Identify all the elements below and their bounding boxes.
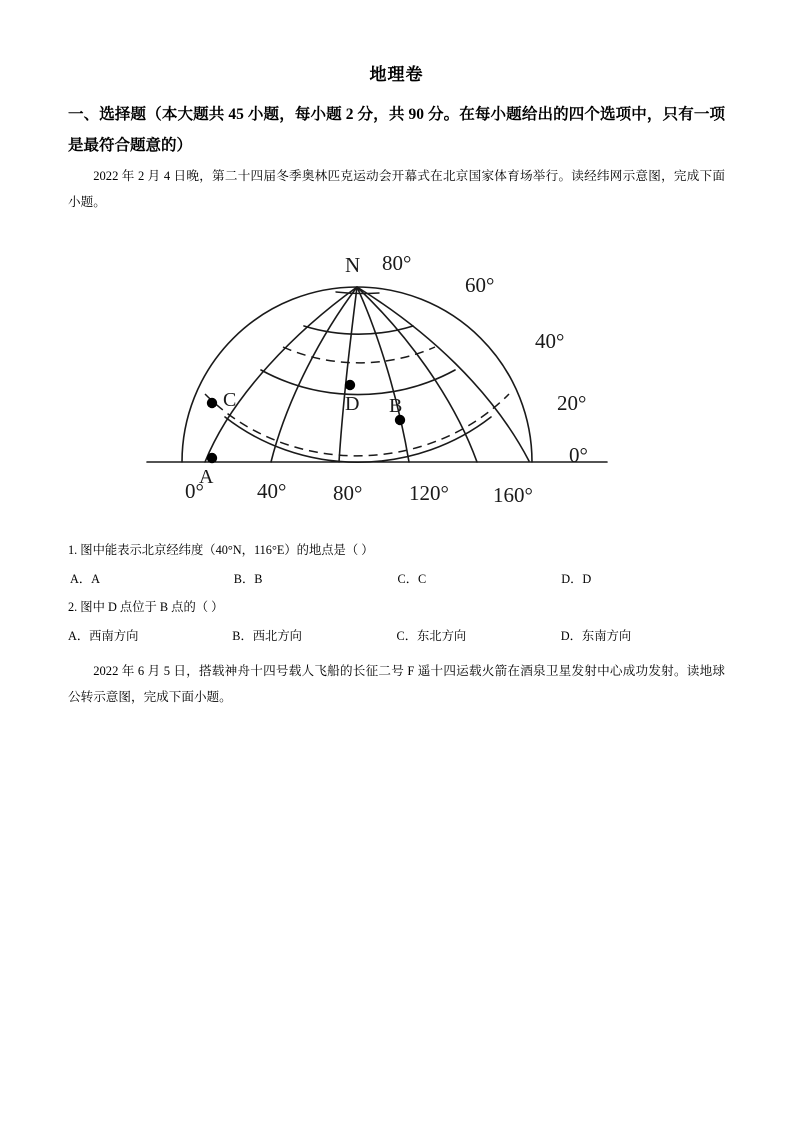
grid-diagram-svg bbox=[137, 230, 657, 520]
point-D-marker bbox=[344, 380, 354, 390]
point-C-marker bbox=[206, 398, 216, 408]
question-1-option-b[interactable]: B．B bbox=[233, 571, 263, 586]
question-2-options bbox=[68, 626, 725, 644]
longitude-label-80: 80° bbox=[332, 480, 362, 505]
question-2-option-b[interactable]: B．西北方向 bbox=[232, 628, 302, 643]
parallel-dashed-upper bbox=[283, 347, 435, 363]
point-C-label: C bbox=[222, 388, 236, 411]
latitude-label-40: 40° bbox=[534, 328, 564, 353]
latitude-label-60: 60° bbox=[464, 272, 494, 297]
parallel-40 bbox=[261, 370, 455, 395]
question-1-stem: 1. 图中能表示北京经纬度（40°N，116°E）的地点是（ ） bbox=[68, 542, 374, 557]
question-2-option-a[interactable]: A．西南方向 bbox=[68, 628, 139, 643]
point-B-label: B bbox=[388, 394, 402, 417]
latitude-label-80: 80° bbox=[381, 250, 411, 275]
passage-2: 2022 年 6 月 5 日，搭载神舟十四号载人飞船的长征二号 F 遥十四运载火箭在酒泉卫星发射中心成功发射。读地球公转示意图，完成下面小题。 bbox=[68, 663, 725, 705]
meridian-160 bbox=[357, 287, 477, 462]
question-1-option-a[interactable]: A．A bbox=[70, 571, 101, 586]
latitude-longitude-grid-figure bbox=[68, 230, 725, 520]
point-A-marker bbox=[206, 453, 216, 463]
question-1-options bbox=[68, 569, 725, 587]
question-2-option-d[interactable]: D．东南方向 bbox=[560, 628, 632, 643]
hemisphere-outline bbox=[182, 287, 532, 462]
point-markers bbox=[206, 380, 404, 463]
question-1-option-d[interactable]: D．D bbox=[561, 571, 592, 586]
question-2-stem: 2. 图中 D 点位于 B 点的（ ） bbox=[68, 599, 224, 614]
section-heading: 一、选择题（本大题共 45 小题，每小题 2 分，共 90 分。在每小题给出的四个选项中，只有一项是最符合题意的） bbox=[68, 106, 725, 154]
parallel-60 bbox=[304, 326, 413, 334]
meridian-40 bbox=[271, 287, 357, 462]
latitude-label-20: 20° bbox=[556, 390, 586, 415]
longitude-label-120: 120° bbox=[408, 480, 449, 505]
passage-1: 2022 年 2 月 4 日晚，第二十四届冬季奥林匹克运动会开幕式在北京国家体育场举行。读经纬网示意图，完成下面小题。 bbox=[68, 169, 725, 210]
page-title: 地理卷 bbox=[369, 65, 424, 84]
parallel-80 bbox=[336, 292, 379, 294]
longitude-label-0: 0° bbox=[184, 478, 204, 503]
longitude-label-160: 160° bbox=[492, 482, 533, 507]
question-1-option-c[interactable]: C．C bbox=[397, 571, 427, 586]
latitude-label-0: 0° bbox=[568, 442, 588, 467]
point-A-label: A bbox=[198, 465, 213, 488]
point-D-label: D bbox=[344, 392, 359, 415]
meridian-80 bbox=[339, 287, 357, 462]
pole-label: N bbox=[344, 252, 360, 277]
meridian-0 bbox=[205, 287, 357, 462]
question-2-option-c[interactable]: C．东北方向 bbox=[396, 628, 467, 643]
longitude-label-40: 40° bbox=[256, 478, 286, 503]
